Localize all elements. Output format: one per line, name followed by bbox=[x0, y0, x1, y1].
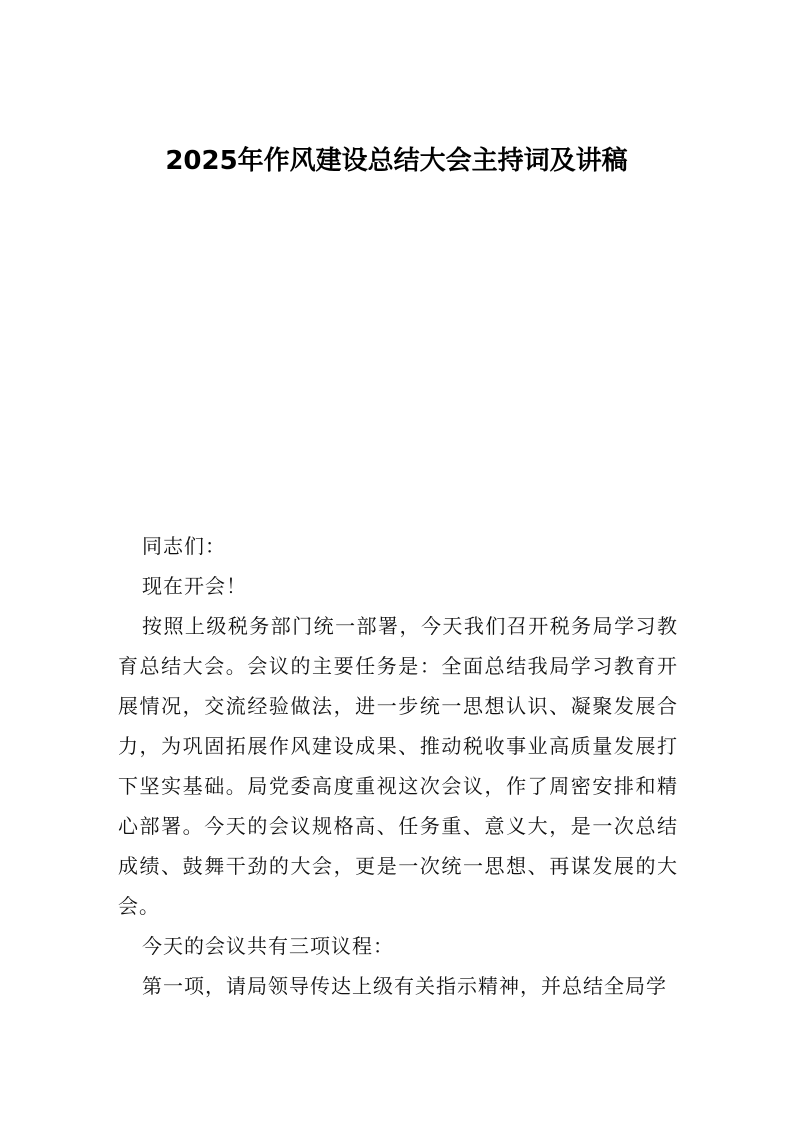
paragraph-greeting: 同志们： bbox=[142, 534, 226, 558]
document-title: 2025年作风建设总结大会主持词及讲稿 bbox=[165, 146, 628, 177]
paragraph-meeting-purpose: 按照上级税务部门统一部署，今天我们召开税务局学习教育总结大会。会议的主要任务是：全面总结我局学习教育开展情况，交流经验做法，进一步统一思想认识、凝聚发展合力，为巩固拓展作风建设成果、推动税收事业高质量发展打下坚实基础。局党委高度重视这次会议，作了周密安排和精心部署。今天的会议规格高、任务重、意义大，是一次总结成绩、鼓舞干劲的大会，更是一次统一思想、再谋发展的大会。 bbox=[118, 614, 678, 918]
document-body bbox=[118, 526, 678, 1006]
paragraph-opening: 现在开会！ bbox=[142, 574, 247, 598]
paragraph-agenda-item-1: 第一项，请局领导传达上级有关指示精神，并总结全局学 bbox=[142, 974, 667, 998]
paragraph-agenda-intro: 今天的会议共有三项议程： bbox=[142, 934, 394, 958]
